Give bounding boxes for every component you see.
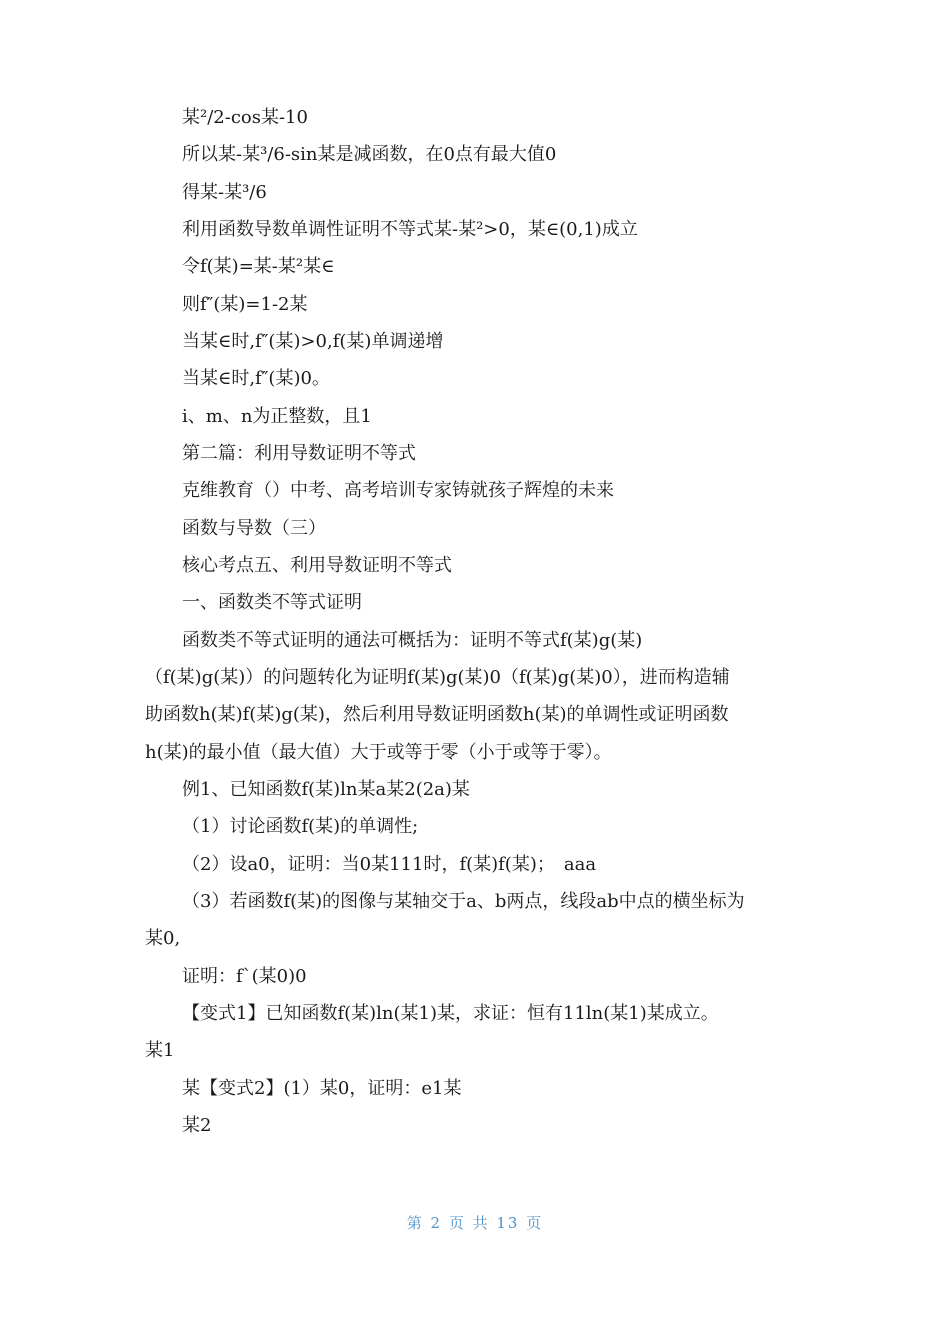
text-line-26: 某1 (145, 1040, 175, 1061)
text-line-19: 例1、已知函数f(某)ln某a某2(2a)某 (182, 779, 470, 800)
text-line-15: 函数类不等式证明的通法可概括为：证明不等式f(某)g(某) (182, 630, 643, 651)
text-line-14: 一、函数类不等式证明 (182, 592, 362, 613)
text-line-9: i、m、n为正整数，且1 (182, 406, 372, 427)
section-heading-2: 第二篇：利用导数证明不等式 (182, 443, 416, 464)
text-line-16: （f(某)g(某)）的问题转化为证明f(某)g(某)0（f(某)g(某)0），进而构造辅 (145, 667, 730, 688)
text-line-13: 核心考点五、利用导数证明不等式 (182, 555, 452, 576)
text-line-6: 则f″(某)=1-2某 (182, 294, 308, 315)
text-line-22: （3）若函数f(某)的图像与某轴交于a、b两点，线段ab中点的横坐标为 (182, 891, 745, 912)
text-line-5: 令f(某)=某-某²某∈ (182, 256, 335, 277)
text-line-25: 【变式1】已知函数f(某)ln(某1)某，求证：恒有11ln(某1)某成立。 (182, 1003, 719, 1024)
text-line-21: （2）设a0，证明：当0某111时，f(某)f(某)； aaa (182, 854, 597, 875)
text-line-1: 某²/2-cos某-10 (182, 107, 308, 128)
text-line-28: 某2 (182, 1115, 212, 1136)
text-line-12: 函数与导数（三） (182, 518, 326, 539)
text-line-11: 克维教育（）中考、高考培训专家铸就孩子辉煌的未来 (182, 480, 614, 501)
text-line-8: 当某∈时,f″(某)0。 (182, 368, 330, 389)
text-line-23: 某0, (145, 928, 181, 949)
text-line-24: 证明：f`(某0)0 (182, 966, 307, 987)
text-line-7: 当某∈时,f″(某)>0,f(某)单调递增 (182, 331, 444, 352)
page-number-footer: 第 2 页 共 13 页 (406, 1214, 544, 1232)
text-line-17: 助函数h(某)f(某)g(某)，然后利用导数证明函数h(某)的单调性或证明函数 (145, 704, 729, 725)
text-line-27: 某【变式2】(1）某0，证明：e1某 (182, 1078, 462, 1099)
text-line-18: h(某)的最小值（最大值）大于或等于零（小于或等于零）。 (145, 742, 612, 763)
text-line-2: 所以某-某³/6-sin某是减函数，在0点有最大值0 (182, 144, 557, 165)
text-line-20: （1）讨论函数f(某)的单调性; (182, 816, 419, 837)
text-line-4: 利用函数导数单调性证明不等式某-某²>0，某∈(0,1)成立 (182, 219, 638, 240)
text-line-3: 得某-某³/6 (182, 182, 267, 203)
